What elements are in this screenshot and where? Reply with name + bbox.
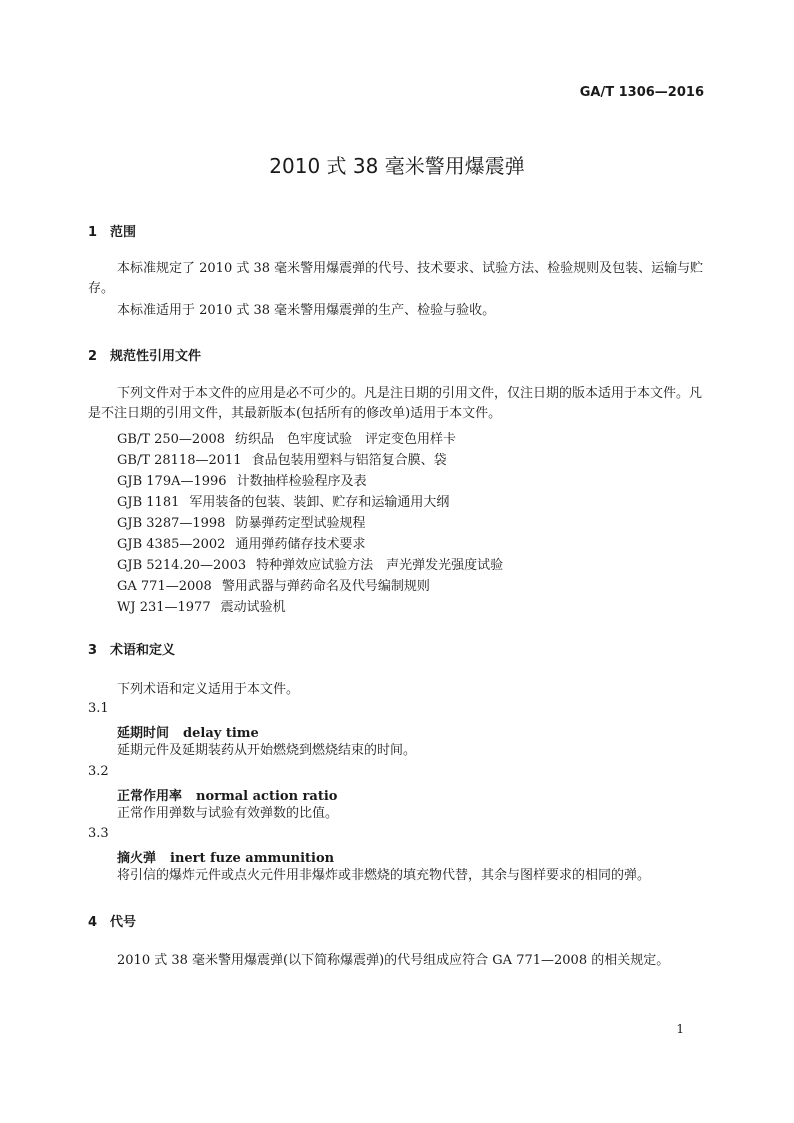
reference-name: 计数抽样检验程序及表 [236,474,367,489]
section-title: 规范性引用文件 [110,349,202,364]
reference-item [117,491,449,510]
term-en: inert fuze ammunition [170,851,335,866]
section-number: 4 [88,915,98,930]
page-number: 1 [676,1022,684,1036]
terms-intro: 下列术语和定义适用于本文件。 [117,682,300,697]
reference-code: GJB 4385—2002 [117,537,226,552]
section-number: 2 [88,349,98,364]
section-title: 范围 [110,225,137,240]
section-2-heading [88,345,201,364]
reference-item [117,575,430,594]
term-number: 3.2 [88,764,109,779]
reference-item [117,512,365,531]
term-definition: 正常作用弹数与试验有效弹数的比值。 [117,806,339,821]
standard-code: GA/T 1306—2016 [579,85,704,100]
reference-code: GJB 1181 [117,495,180,510]
scope-paragraph-1: 本标准规定了 2010 式 38 毫米警用爆震弹的代号、技术要求、试验方法、检验规则及包装、运输与贮存。 [88,261,704,296]
term-heading [117,847,334,866]
term-definition: 将引信的爆炸元件或点火元件用非爆炸或非燃烧的填充物代替，其余与图样要求的相同的弹。 [117,868,651,883]
section-3-heading [88,639,175,658]
reference-code: GB/T 28118—2011 [117,453,242,468]
reference-name: 纺织品 色牢度试验 评定变色用样卡 [235,432,457,447]
term-cn: 延期时间 [117,726,170,741]
term-number: 3.3 [88,826,109,841]
reference-name: 警用武器与弹药命名及代号编制规则 [221,579,430,594]
term-number: 3.1 [88,701,109,716]
section-title: 代号 [110,915,137,930]
term-definition: 延期元件及延期装药从开始燃烧到燃烧结束的时间。 [117,743,417,758]
reference-name: 防暴弹药定型试验规程 [235,516,366,531]
term-cn: 正常作用率 [117,789,183,804]
term-en: normal action ratio [196,789,338,804]
term-heading [117,785,337,804]
reference-name: 军用装备的包装、装卸、贮存和运输通用大纲 [189,495,450,510]
reference-code: GA 771—2008 [117,579,212,594]
term-en: delay time [183,726,259,741]
term-cn: 摘火弹 [117,851,157,866]
reference-name: 震动试验机 [220,600,286,615]
reference-item [117,554,503,573]
reference-code: GJB 5214.20—2003 [117,558,247,573]
reference-name: 通用弹药储存技术要求 [235,537,366,552]
code-paragraph: 2010 式 38 毫米警用爆震弹(以下简称爆震弹)的代号组成应符合 GA 771—2008 的相关规定。 [117,953,670,968]
reference-item [117,533,365,552]
section-1-heading [88,221,136,240]
document-title: 2010 式 38 毫米警用爆震弹 [269,154,525,178]
section-number: 1 [88,225,98,240]
scope-paragraph-2: 本标准适用于 2010 式 38 毫米警用爆震弹的生产、检验与验收。 [117,303,496,318]
reference-name: 特种弹效应试验方法 声光弹发光强度试验 [256,558,504,573]
section-title: 术语和定义 [110,643,176,658]
reference-code: GJB 179A—1996 [117,474,227,489]
section-number: 3 [88,643,98,658]
references-intro: 下列文件对于本文件的应用是必不可少的。凡是注日期的引用文件，仅注日期的版本适用于本文件。凡是不注日期的引用文件，其最新版本(包括所有的修改单)适用于本文件。 [88,386,703,421]
reference-name: 食品包装用塑料与铝箔复合膜、袋 [251,453,447,468]
reference-item [117,470,367,489]
reference-item [117,596,286,615]
reference-item [117,449,447,468]
section-4-heading [88,911,136,930]
term-heading [117,722,259,741]
reference-code: WJ 231—1977 [117,600,211,615]
reference-code: GB/T 250—2008 [117,432,226,447]
reference-code: GJB 3287—1998 [117,516,226,531]
reference-item [117,428,456,447]
